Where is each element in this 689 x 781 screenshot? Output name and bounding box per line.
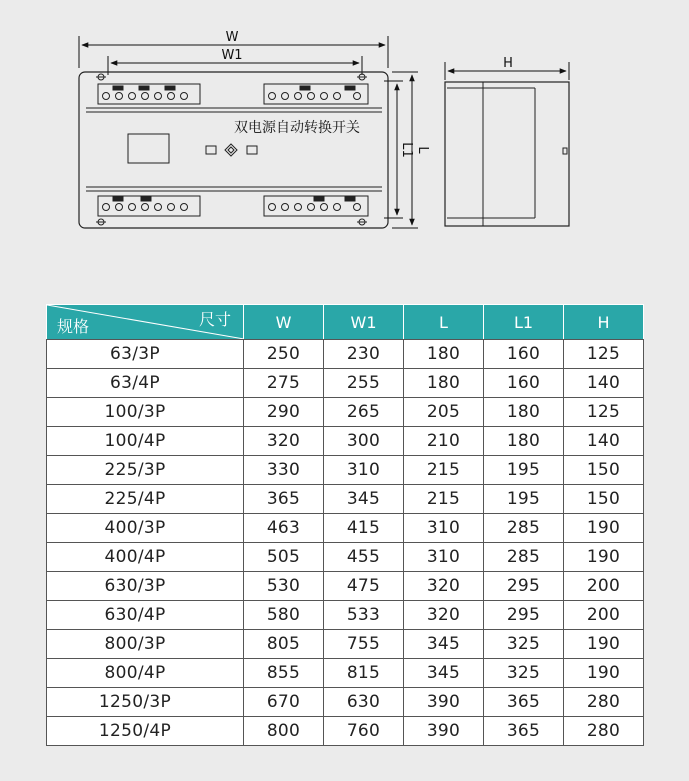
value-cell-w: 290 <box>244 398 324 427</box>
spec-cell: 630/3P <box>47 572 244 601</box>
table-row <box>47 514 644 543</box>
value-cell-l: 345 <box>404 630 484 659</box>
value-cell-l1: 160 <box>484 369 564 398</box>
value-cell-w1: 310 <box>324 456 404 485</box>
terminal-block-bottom-left <box>98 196 200 216</box>
value-cell-h: 125 <box>564 398 644 427</box>
table-row <box>47 630 644 659</box>
spec-cell: 630/4P <box>47 601 244 630</box>
value-cell-h: 150 <box>564 485 644 514</box>
value-cell-l1: 195 <box>484 485 564 514</box>
value-cell-w: 330 <box>244 456 324 485</box>
spec-cell: 100/3P <box>47 398 244 427</box>
value-cell-l1: 160 <box>484 340 564 369</box>
table-row <box>47 456 644 485</box>
value-cell-l: 390 <box>404 717 484 746</box>
table-row <box>47 659 644 688</box>
spec-cell: 225/3P <box>47 456 244 485</box>
table-row <box>47 369 644 398</box>
value-cell-h: 190 <box>564 630 644 659</box>
value-cell-w: 365 <box>244 485 324 514</box>
spec-cell: 400/3P <box>47 514 244 543</box>
value-cell-w: 530 <box>244 572 324 601</box>
value-cell-w1: 230 <box>324 340 404 369</box>
value-cell-l: 210 <box>404 427 484 456</box>
terminal-block-top-left <box>98 84 200 104</box>
value-cell-h: 140 <box>564 427 644 456</box>
table-row <box>47 427 644 456</box>
side-view <box>445 82 569 226</box>
column-header: H <box>564 305 644 340</box>
h-dimension <box>445 56 569 80</box>
spec-cell: 800/3P <box>47 630 244 659</box>
terminal-block-top-right <box>264 84 368 104</box>
l1-label: L1 <box>399 142 414 158</box>
value-cell-l1: 180 <box>484 427 564 456</box>
terminal-block-bottom-right <box>264 196 368 216</box>
table-row <box>47 572 644 601</box>
column-header: W1 <box>324 305 404 340</box>
value-cell-l1: 285 <box>484 514 564 543</box>
column-header: L <box>404 305 484 340</box>
value-cell-l: 310 <box>404 514 484 543</box>
value-cell-l1: 365 <box>484 688 564 717</box>
spec-cell: 1250/4P <box>47 717 244 746</box>
value-cell-w1: 300 <box>324 427 404 456</box>
value-cell-w: 800 <box>244 717 324 746</box>
table-row <box>47 543 644 572</box>
value-cell-w: 463 <box>244 514 324 543</box>
table-header-row <box>47 305 644 340</box>
value-cell-l1: 365 <box>484 717 564 746</box>
table-row <box>47 688 644 717</box>
w1-label: W1 <box>221 48 243 63</box>
value-cell-w1: 255 <box>324 369 404 398</box>
spec-cell: 100/4P <box>47 427 244 456</box>
value-cell-l: 215 <box>404 485 484 514</box>
spec-cell: 225/4P <box>47 485 244 514</box>
value-cell-w: 670 <box>244 688 324 717</box>
dimension-drawing <box>0 0 689 260</box>
value-cell-h: 190 <box>564 543 644 572</box>
value-cell-l1: 180 <box>484 398 564 427</box>
front-view <box>79 72 388 228</box>
value-cell-w: 855 <box>244 659 324 688</box>
value-cell-w: 320 <box>244 427 324 456</box>
value-cell-h: 280 <box>564 717 644 746</box>
value-cell-h: 125 <box>564 340 644 369</box>
value-cell-h: 280 <box>564 688 644 717</box>
value-cell-w1: 630 <box>324 688 404 717</box>
value-cell-w1: 755 <box>324 630 404 659</box>
dimension-table <box>46 304 644 746</box>
spec-cell: 1250/3P <box>47 688 244 717</box>
value-cell-l: 180 <box>404 369 484 398</box>
corner-header <box>47 305 244 340</box>
panel-label: 双电源自动转换开关 <box>234 120 360 136</box>
spec-header-label: 规格 <box>57 317 90 336</box>
table-row <box>47 485 644 514</box>
value-cell-h: 150 <box>564 456 644 485</box>
value-cell-w: 805 <box>244 630 324 659</box>
value-cell-l1: 285 <box>484 543 564 572</box>
value-cell-w1: 455 <box>324 543 404 572</box>
value-cell-h: 200 <box>564 601 644 630</box>
value-cell-l1: 195 <box>484 456 564 485</box>
value-cell-l1: 325 <box>484 630 564 659</box>
value-cell-h: 190 <box>564 659 644 688</box>
value-cell-l1: 295 <box>484 572 564 601</box>
value-cell-l1: 325 <box>484 659 564 688</box>
value-cell-w1: 760 <box>324 717 404 746</box>
value-cell-l: 310 <box>404 543 484 572</box>
value-cell-w1: 415 <box>324 514 404 543</box>
value-cell-h: 190 <box>564 514 644 543</box>
size-header-label: 尺寸 <box>198 310 231 329</box>
value-cell-w: 505 <box>244 543 324 572</box>
value-cell-w: 275 <box>244 369 324 398</box>
w-label: W <box>225 30 239 45</box>
value-cell-w1: 345 <box>324 485 404 514</box>
column-header: L1 <box>484 305 564 340</box>
value-cell-l: 320 <box>404 601 484 630</box>
table-row <box>47 340 644 369</box>
spec-cell: 63/4P <box>47 369 244 398</box>
spec-cell: 400/4P <box>47 543 244 572</box>
value-cell-w: 250 <box>244 340 324 369</box>
l-label: L <box>415 146 430 154</box>
value-cell-w1: 815 <box>324 659 404 688</box>
value-cell-w: 580 <box>244 601 324 630</box>
spec-cell: 800/4P <box>47 659 244 688</box>
value-cell-l: 345 <box>404 659 484 688</box>
table-row <box>47 717 644 746</box>
value-cell-l1: 295 <box>484 601 564 630</box>
value-cell-h: 200 <box>564 572 644 601</box>
value-cell-h: 140 <box>564 369 644 398</box>
h-label: H <box>503 56 513 71</box>
table-row <box>47 601 644 630</box>
value-cell-l: 180 <box>404 340 484 369</box>
value-cell-l: 390 <box>404 688 484 717</box>
spec-cell: 63/3P <box>47 340 244 369</box>
column-header: W <box>244 305 324 340</box>
w1-dimension <box>108 48 362 75</box>
value-cell-l: 205 <box>404 398 484 427</box>
value-cell-w1: 533 <box>324 601 404 630</box>
value-cell-l: 320 <box>404 572 484 601</box>
value-cell-l: 215 <box>404 456 484 485</box>
value-cell-w1: 265 <box>324 398 404 427</box>
value-cell-w1: 475 <box>324 572 404 601</box>
table-row <box>47 398 644 427</box>
